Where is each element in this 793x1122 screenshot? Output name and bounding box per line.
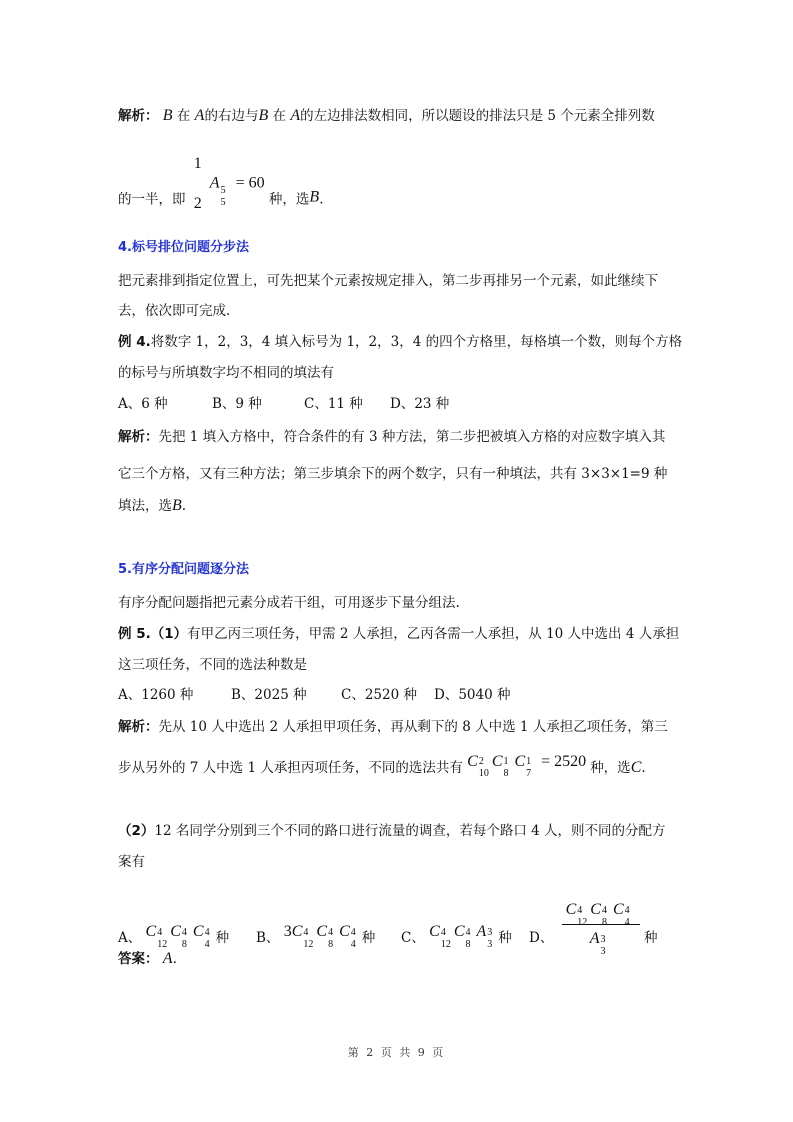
option-c: C、 C 4 12 C 4 8 A 3 3 种 [401,923,512,951]
answer-label: 答案： [118,951,159,967]
answer-line: 答案： A. [118,950,177,967]
analysis-label: 解析： [118,108,159,124]
question-line: （2）12 名同学分别到三个不同的路口进行流量的调查，若每个路口 4 人，则不同的分配方 [118,823,666,839]
paragraph-line: 有序分配问题指把元素分成若干组，可用逐步下量分组法. [118,595,460,611]
example-label: 例 4. [118,334,151,350]
question-line: 案有 [118,854,145,870]
analysis-line: 解析：先从 10 人中选出 2 人承担甲项任务，再从剩下的 8 人中选 1 人承担乙项任务，第三 [118,719,668,735]
option-b: B、2025 种 [231,687,307,703]
option-d: D、23 种 [390,396,450,412]
option-c: C、11 种 [304,396,363,412]
option-c: C、2520 种 [341,687,417,703]
formula-half-A55: 1 2 A 5 5 = 60 [193,155,265,212]
option-a: A、6 种 [118,396,168,412]
analysis-line: 解析：先把 1 填入方格中，符合条件的有 3 种方法，第二步把被填入方格的对应数字填入其 [118,429,666,445]
analysis-line: 步从另外的 7 人中选 1 人承担丙项任务，不同的选法共有 C 2 10 C 1 8 C 1 7 = 2520 种，选C. [118,753,646,780]
formula-C102-C81-C71: C 2 10 C 1 8 C 1 7 = 2520 [467,753,587,780]
formula-option-c: C 4 12 C 4 8 A 3 3 [429,923,493,951]
page-footer: 第 2 页 共 9 页 [347,1046,446,1059]
analysis-line: 解析： B 在 A的右边与B 在 A的左边排法数相同，所以题设的排法只是 5 个元素全排列数 [118,107,655,124]
option-a: A、 C 4 12 C 4 8 C 4 4 种 [118,923,230,951]
option-a: A、1260 种 [118,687,194,703]
example-line: 的标号与所填数字均不相同的填法有 [118,365,334,381]
analysis-label: 解析： [118,429,159,445]
options-row [118,901,658,967]
options-row [118,395,449,413]
analysis-line: 它三个方格，又有三种方法；第三步填余下的两个数字，只有一种填法，共有 3×3×1=9 种 [118,466,668,482]
example-line: 例 4.将数字 1，2，3，4 填入标号为 1，2，3，4 的四个方格里，每格填一个数，则每个方格 [118,334,683,350]
example-label: 例 5.（1） [118,626,188,642]
part-label: （2） [118,823,155,839]
analysis-line: 填法，选B. [118,497,187,514]
example-line: 例 5.（1）有甲乙丙三项任务，甲需 2 人承担，乙丙各需一人承担，从 10 人中选出 4 人承担 [118,626,680,642]
paragraph-line: 去，依次即可完成. [118,303,231,319]
formula-option-d: C 4 12 C 4 8 C 4 4 A 3 3 [562,896,640,953]
section-heading: 5.有序分配问题逐分法 [118,562,249,577]
analysis-line: 的一半，即 1 2 A 5 5 = 60 种，选B. [118,150,323,230]
option-d: D、 C 4 12 C 4 8 C 4 4 A 3 3 种 [529,910,657,967]
analysis-label: 解析： [118,719,159,735]
example-line: 这三项任务，不同的选法种数是 [118,657,307,673]
paragraph-line: 把元素排到指定位置上，可先把某个元素按规定排入，第二步再排另一个元素，如此继续下 [118,273,658,289]
option-d: D、5040 种 [434,687,511,703]
section-heading: 4.标号排位问题分步法 [118,240,249,255]
options-row [118,686,510,704]
option-b: B、9 种 [212,396,262,412]
formula-option-a: C 4 12 C 4 8 C 4 4 [145,923,210,951]
option-b: B、 3C 4 12 C 4 8 C 4 4 种 [256,923,376,951]
formula-option-b: 3C 4 12 C 4 8 C 4 4 [283,923,356,951]
